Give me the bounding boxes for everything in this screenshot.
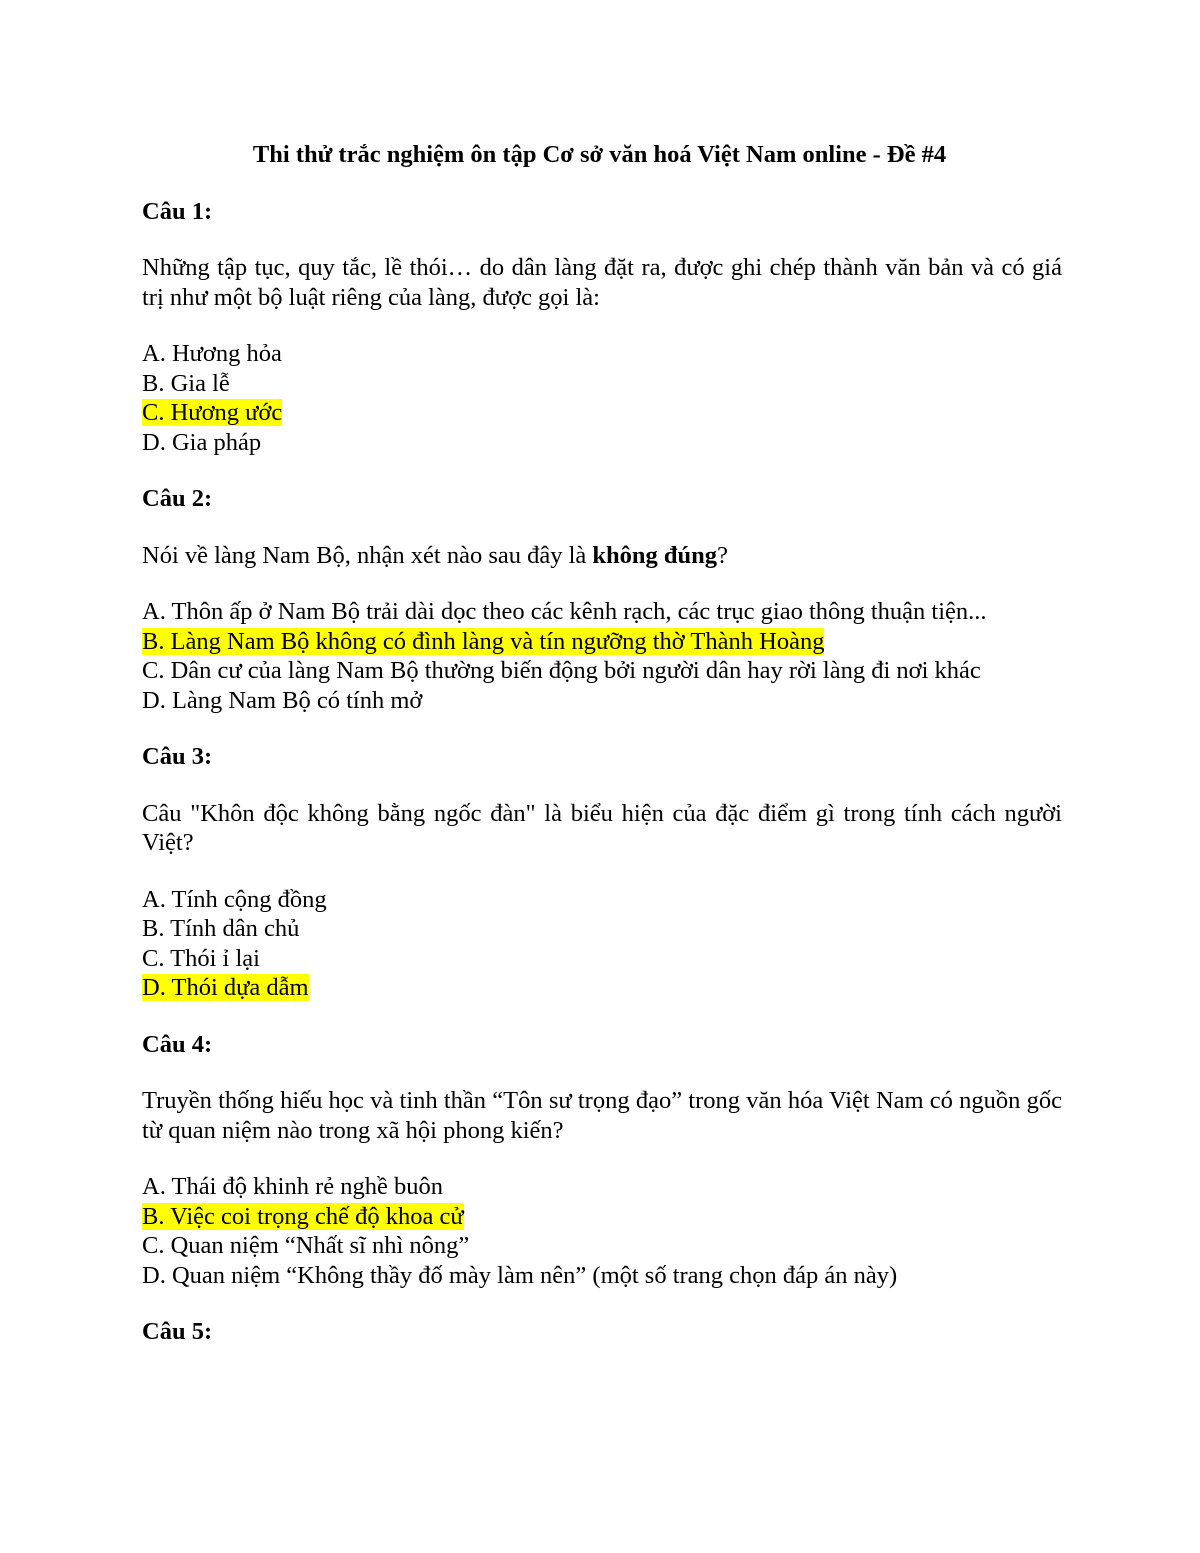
answer-option-d: [142, 1261, 1062, 1291]
question-text: Câu "Khôn độc không bằng ngốc đàn" là biểu hiện của đặc điểm gì trong tính cách người Việt?: [142, 799, 1062, 856]
answer-option-a: [142, 885, 1062, 915]
question-heading: Câu 3:: [142, 743, 213, 770]
question-text: Những tập tục, quy tắc, lề thói… do dân làng đặt ra, được ghi chép thành văn bản và có giá trị như một bộ luật riêng của làng, được gọi là:: [142, 254, 1062, 311]
answer-label: A. Thôn ấp ở Nam Bộ trải dài dọc theo các kênh rạch, các trục giao thông thuận tiện...: [142, 598, 987, 625]
question-text: Truyền thống hiếu học và tinh thần “Tôn sư trọng đạo” trong văn hóa Việt Nam có nguồn gốc từ quan niệm nào trong xã hội phong kiến?: [142, 1087, 1062, 1144]
answer-option-b-correct: [142, 1202, 1062, 1232]
question-5: [142, 1317, 1062, 1347]
question-text-part: ?: [717, 541, 728, 569]
answer-option-c: [142, 944, 1062, 974]
answer-option-d: [142, 686, 1062, 716]
answer-option-b: [142, 369, 1062, 399]
highlighted-answer-label: C. Hương ước: [142, 399, 283, 426]
answer-label: D. Làng Nam Bộ có tính mở: [142, 686, 423, 714]
question-2: [142, 484, 1062, 715]
question-heading: Câu 4:: [142, 1030, 213, 1058]
answer-options: [142, 339, 1062, 457]
answer-option-d: [142, 428, 1062, 458]
answer-option-a: [142, 1172, 1062, 1202]
answer-label: A. Tính cộng đồng: [142, 885, 327, 913]
answer-option-c-correct: [142, 398, 1062, 428]
question-1: [142, 197, 1062, 458]
highlighted-answer-label: B. Việc coi trọng chế độ khoa cử: [142, 1202, 464, 1230]
question-text-emphasis: không đúng: [592, 541, 718, 569]
question-heading: Câu 2:: [142, 485, 213, 512]
question-heading: Câu 1:: [142, 197, 213, 225]
answer-label: C. Quan niệm “Nhất sĩ nhì nông”: [142, 1232, 470, 1259]
answer-options: [142, 885, 1062, 1003]
highlighted-answer-label: D. Thói dựa dẫm: [142, 974, 309, 1001]
page-title: Thi thử trắc nghiệm ôn tập Cơ sở văn hoá Việt Nam online - Đề #4: [252, 141, 947, 168]
answer-label: B. Tính dân chủ: [142, 915, 300, 942]
answer-label: D. Quan niệm “Không thầy đố mày làm nên” (một số trang chọn đáp án này): [142, 1261, 898, 1289]
answer-option-a: [142, 597, 1062, 627]
answer-label: D. Gia pháp: [142, 428, 262, 456]
answer-option-b-correct: [142, 627, 1062, 657]
answer-label: C. Thói ỉ lại: [142, 944, 260, 972]
answer-option-d-correct: [142, 973, 1062, 1003]
answer-options: [142, 597, 1062, 715]
answer-option-a: [142, 339, 1062, 369]
answer-label: A. Thái độ khinh rẻ nghề buôn: [142, 1173, 443, 1200]
question-text-part: Nói về làng Nam Bộ, nhận xét nào sau đây là: [142, 541, 593, 569]
highlighted-answer-label: B. Làng Nam Bộ không có đình làng và tín ngưỡng thờ Thành Hoàng: [142, 627, 825, 655]
question-3: [142, 742, 1062, 1003]
answer-label: A. Hương hỏa: [142, 340, 282, 367]
document-content: [142, 140, 1062, 1374]
question-heading: Câu 5:: [142, 1318, 213, 1345]
answer-options: [142, 1172, 1062, 1290]
answer-option-c: [142, 1231, 1062, 1261]
answer-label: B. Gia lễ: [142, 369, 230, 397]
question-4: [142, 1030, 1062, 1291]
question-text: [142, 541, 1062, 571]
answer-option-c: [142, 656, 1062, 686]
answer-option-b: [142, 914, 1062, 944]
answer-label: C. Dân cư của làng Nam Bộ thường biến động bởi người dân hay rời làng đi nơi khác: [142, 657, 981, 684]
